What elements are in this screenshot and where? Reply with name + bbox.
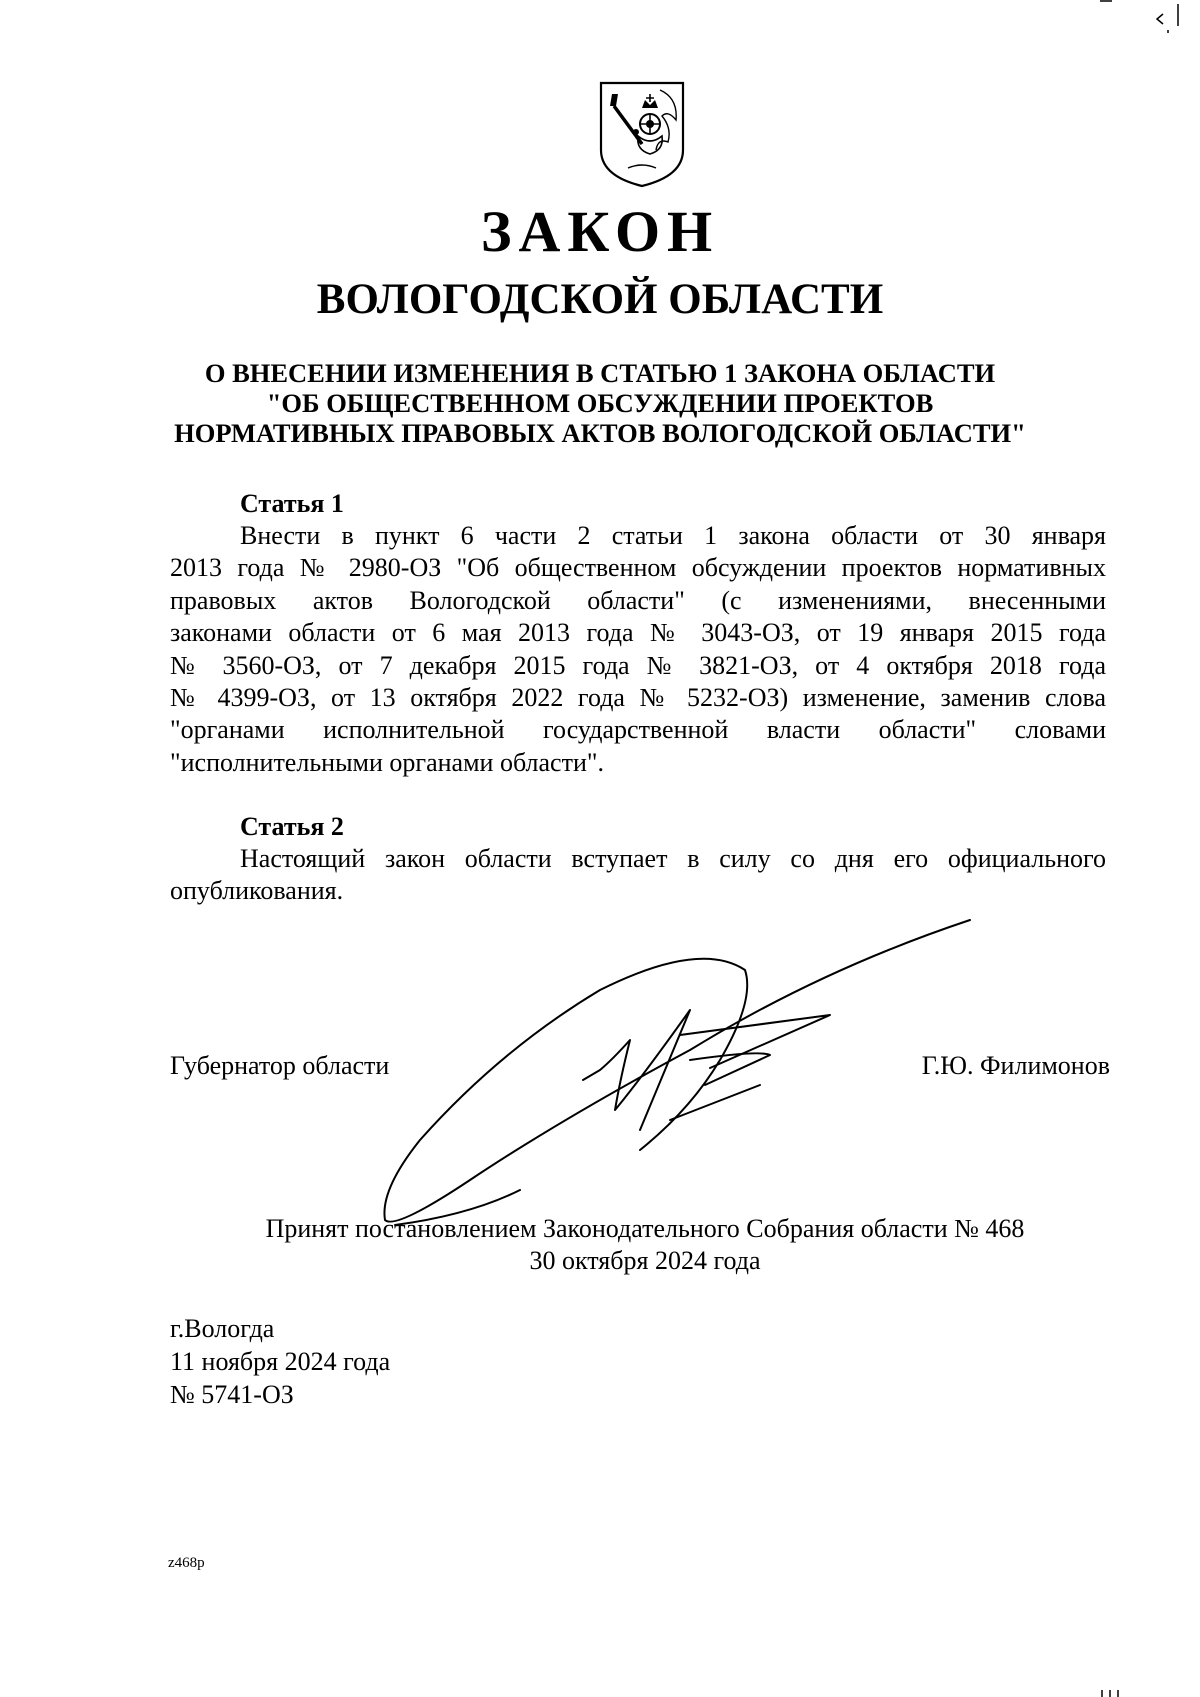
adoption-note <box>0 1213 1200 1277</box>
article-line: Настоящий закон области вступает в силу со дня его официального <box>240 844 1106 873</box>
heading-line: НОРМАТИВНЫХ ПРАВОВЫХ АКТОВ ВОЛОГОДСКОЙ ОБЛАСТИ" <box>174 418 1026 448</box>
issue-date: 11 ноября 2024 года <box>170 1347 391 1376</box>
article-line: № 4399-ОЗ, от 13 октября 2022 года № 5232-ОЗ) изменение, заменив слова <box>170 683 1106 713</box>
article-line: "органами исполнительной государственной власти области" словами <box>170 715 1106 745</box>
heading-line: "ОБ ОБЩЕСТВЕННОМ ОБСУЖДЕНИИ ПРОЕКТОВ <box>266 388 934 418</box>
article-1-title: Статья 1 <box>240 489 344 518</box>
article-1-text <box>170 520 1106 779</box>
article-line: законами области от 6 мая 2013 года № 3043-ОЗ, от 19 января 2015 года <box>170 618 1106 648</box>
law-heading <box>0 358 1200 448</box>
article-line: Внести в пункт 6 части 2 статьи 1 закона области от 30 января <box>240 521 1106 550</box>
article-line: опубликования. <box>170 876 344 906</box>
article-2-title: Статья 2 <box>240 812 344 841</box>
article-2-text <box>170 843 1106 908</box>
heading-line: О ВНЕСЕНИИ ИЗМЕНЕНИЯ В СТАТЬЮ 1 ЗАКОНА ОБЛАСТИ <box>204 358 996 388</box>
issue-details <box>170 1312 390 1411</box>
issue-place: г.Вологда <box>170 1314 275 1343</box>
coat-of-arms-icon <box>598 80 686 189</box>
article-line: 2013 года № 2980-ОЗ "Об общественном обсуждении проектов нормативных <box>170 553 1106 583</box>
adoption-line: Принят постановлением Законодательного Собрания области № 468 <box>265 1214 1025 1243</box>
document-subtitle: ВОЛОГОДСКОЙ ОБЛАСТИ <box>316 276 884 323</box>
adoption-line: 30 октября 2024 года <box>529 1246 761 1275</box>
signatory-name: Г.Ю. Филимонов <box>921 1051 1110 1080</box>
document-title: ЗАКОН <box>480 199 720 264</box>
law-number: № 5741-ОЗ <box>170 1380 294 1409</box>
file-code: z468p <box>168 1555 205 1571</box>
signatory-position: Губернатор области <box>170 1051 390 1080</box>
article-line: правовых актов Вологодской области" (с изменениями, внесенными <box>170 585 1106 615</box>
article-line: № 3560-ОЗ, от 7 декабря 2015 года № 3821-ОЗ, от 4 октября 2018 года <box>170 650 1106 680</box>
article-line: "исполнительными органами области". <box>170 747 604 777</box>
